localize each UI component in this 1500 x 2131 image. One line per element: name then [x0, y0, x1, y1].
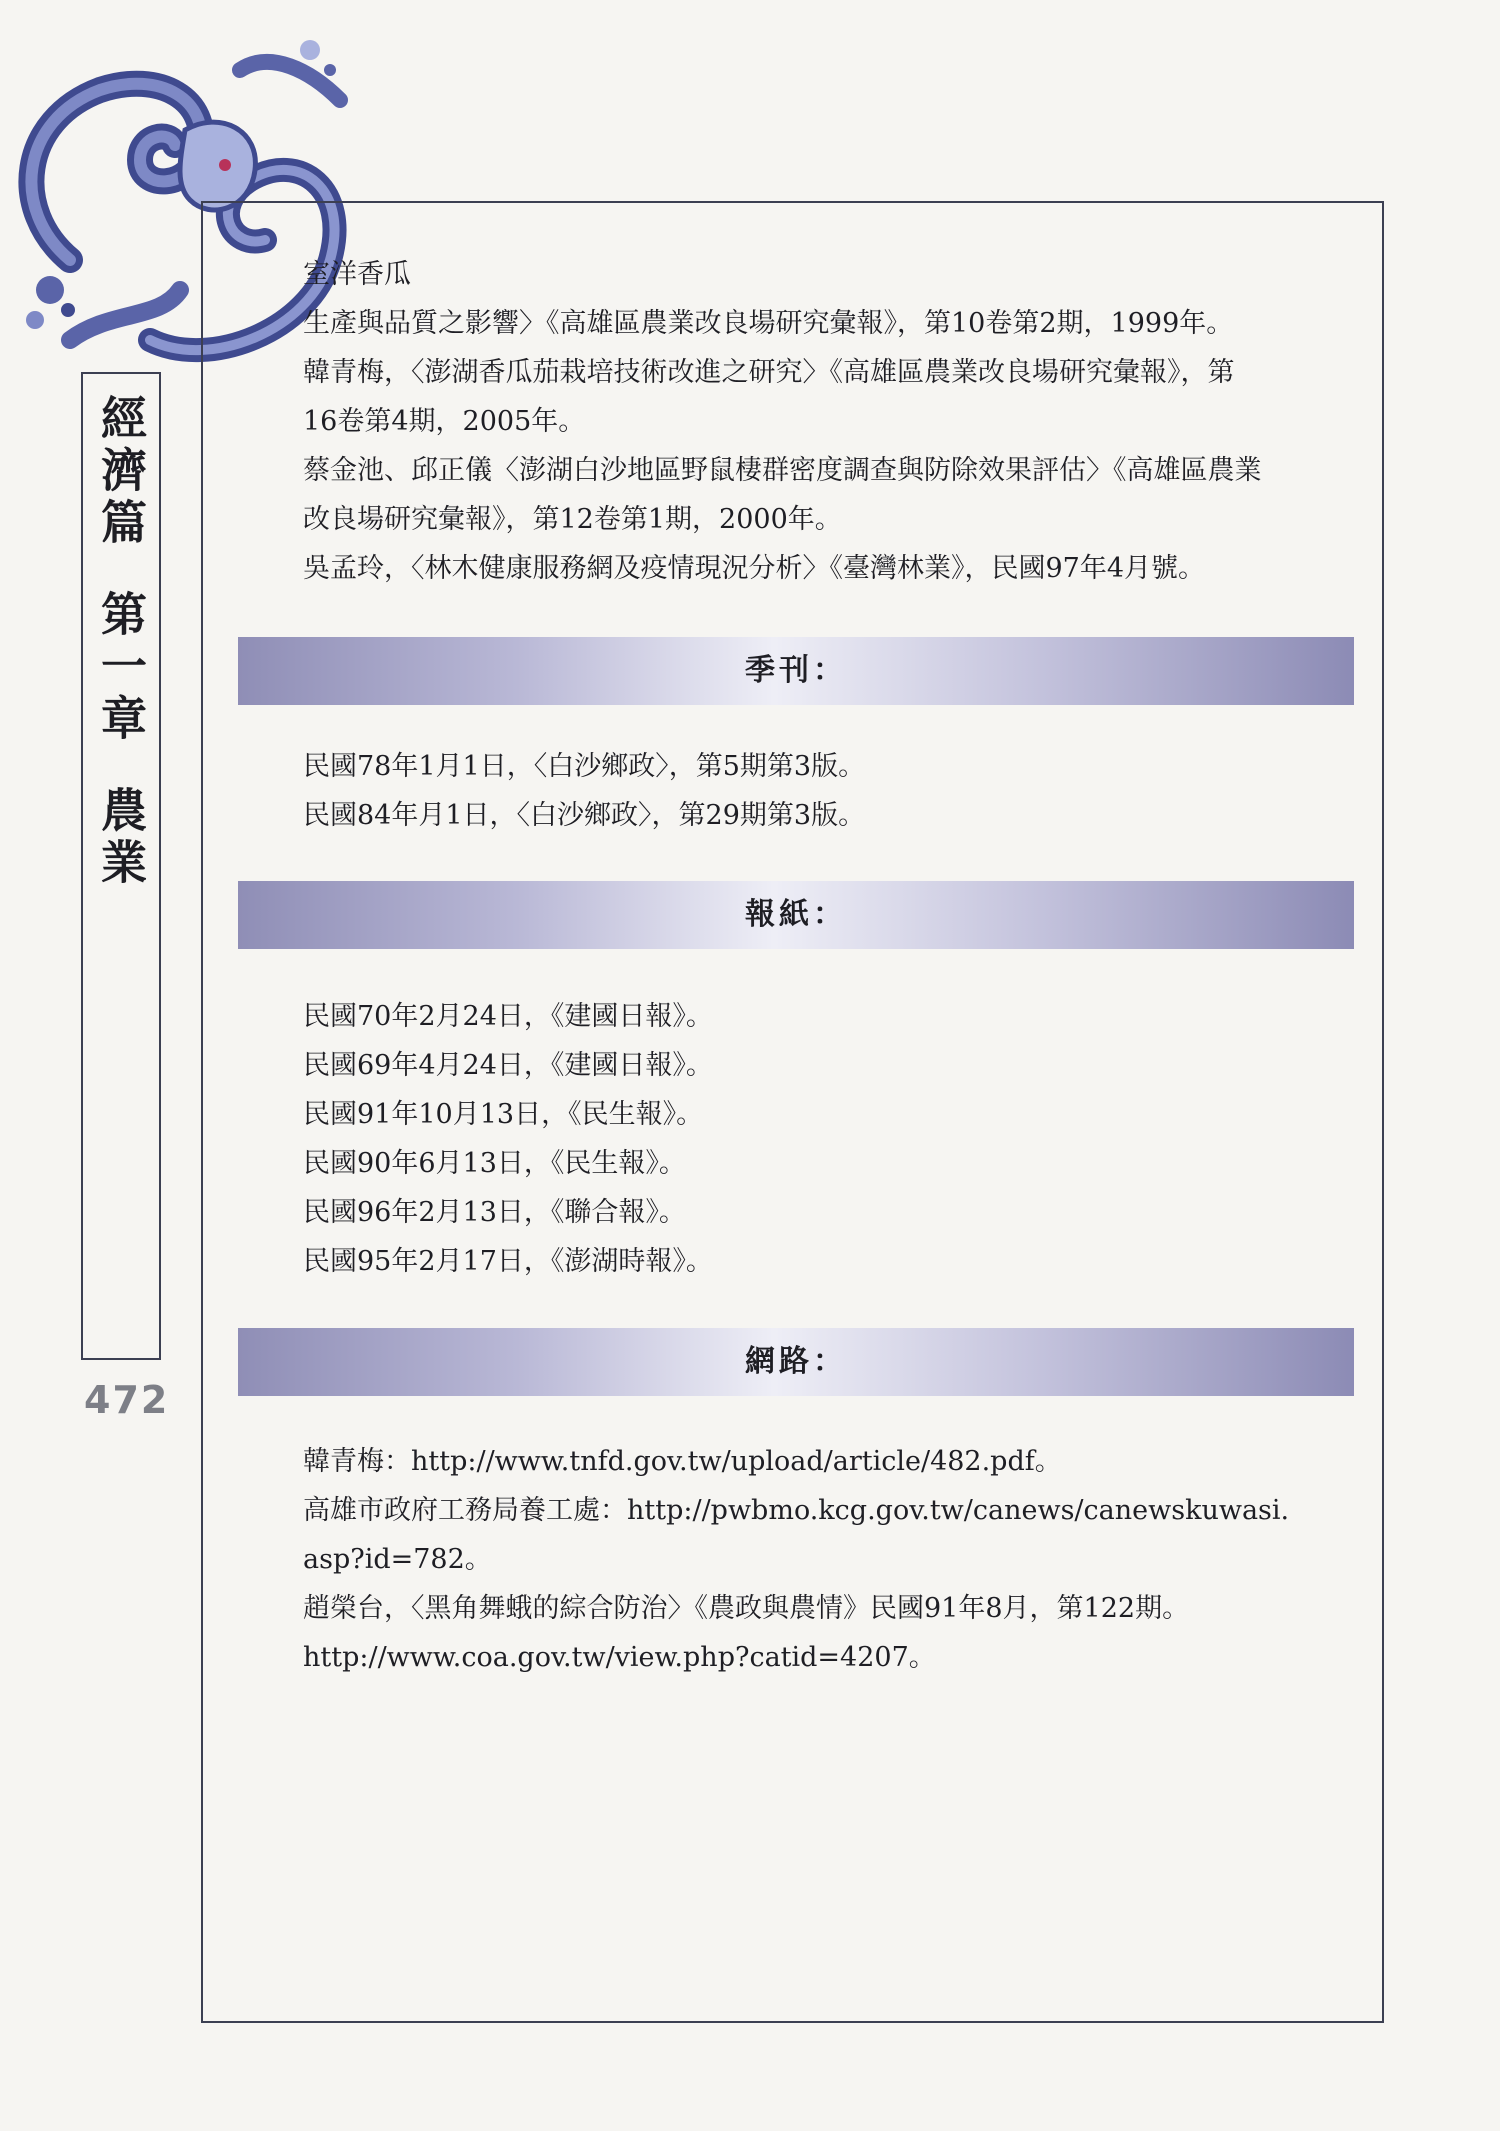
reference-line: 改良場研究彙報》，第12卷第1期，2000年。: [303, 504, 842, 535]
page-number: 472: [84, 1378, 170, 1422]
list-item: 高雄市政府工務局養工處：http://pwbmo.kcg.gov.tw/canews/canewskuwasi.: [303, 1495, 1290, 1526]
list-item: 民國96年2月13日，《聯合報》。: [303, 1197, 686, 1228]
newspaper-list: [303, 992, 713, 1286]
list-item: 民國69年4月24日，《建國日報》。: [303, 1050, 713, 1081]
reference-list: [303, 250, 1353, 593]
section-header-quarterly: 季刊：: [238, 637, 1354, 705]
reference-line: 16卷第4期，2005年。: [303, 406, 586, 437]
list-item: 民國91年10月13日，《民生報》。: [303, 1099, 704, 1130]
side-label-part: 第一章: [94, 590, 148, 746]
chapter-side-label: [81, 372, 161, 1360]
list-item: http://www.coa.gov.tw/view.php?catid=4207。: [303, 1642, 936, 1673]
side-label-part: 農業: [94, 786, 148, 890]
list-item: asp?id=782。: [303, 1544, 492, 1575]
list-item: 趙榮台，〈黑角舞蛾的綜合防治〉《農政與農情》民國91年8月，第122期。: [303, 1593, 1190, 1624]
list-item: 韓青梅：http://www.tnfd.gov.tw/upload/article/482.pdf。: [303, 1446, 1062, 1477]
list-item: 民國90年6月13日，《民生報》。: [303, 1148, 686, 1179]
reference-line: 生產與品質之影響〉《高雄區農業改良場研究彙報》，第10卷第2期，1999年。: [303, 308, 1234, 339]
list-item: 民國70年2月24日，《建國日報》。: [303, 1001, 713, 1032]
reference-line: 室洋香瓜: [303, 259, 411, 290]
list-item: 民國78年1月1日，〈白沙鄉政〉，第5期第3版。: [303, 751, 866, 782]
section-header-newspaper: 報紙：: [238, 881, 1354, 949]
reference-line: 蔡金池、邱正儀〈澎湖白沙地區野鼠棲群密度調查與防除效果評估〉《高雄區農業: [303, 455, 1262, 486]
quarterly-list: [303, 742, 865, 840]
list-item: 民國84年月1日，〈白沙鄉政〉，第29期第3版。: [303, 800, 866, 831]
list-item: 民國95年2月17日，《澎湖時報》。: [303, 1246, 713, 1277]
side-label-part: 經濟篇: [94, 394, 148, 550]
section-header-web: 網路：: [238, 1328, 1354, 1396]
reference-line: 吳孟玲，〈林木健康服務網及疫情現況分析〉《臺灣林業》，民國97年4月號。: [303, 553, 1206, 584]
reference-line: 韓青梅，〈澎湖香瓜茄栽培技術改進之研究〉《高雄區農業改良場研究彙報》，第: [303, 357, 1235, 388]
web-list: [303, 1437, 1289, 1682]
